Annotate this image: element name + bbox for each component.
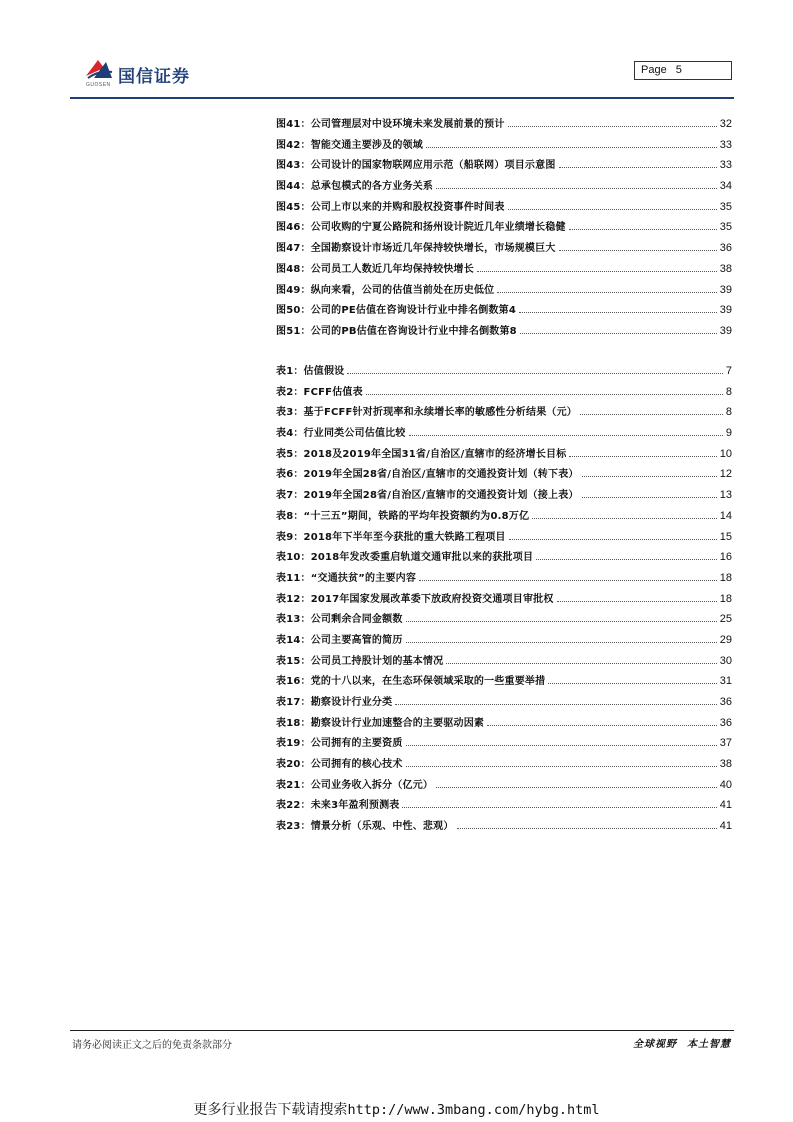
toc-leader xyxy=(569,222,717,230)
toc-entry-label: 表7：2019年全国28省/自治区/直辖市的交通投资计划（接上表） xyxy=(276,490,579,502)
toc-entry-page: 14 xyxy=(719,509,732,522)
toc-entry-page: 41 xyxy=(719,799,732,812)
toc-leader xyxy=(580,407,723,415)
toc-entry[interactable] xyxy=(276,507,732,528)
toc-entry-page: 37 xyxy=(719,737,732,750)
page-indicator xyxy=(634,61,732,80)
toc-entry[interactable] xyxy=(276,362,732,383)
toc-leader xyxy=(508,202,717,210)
toc-entry-label: 图50：公司的PE估值在咨询设计行业中排名倒数第4 xyxy=(276,305,517,317)
toc-entry-page: 38 xyxy=(719,758,732,771)
toc-entry-label: 表20：公司拥有的核心技术 xyxy=(276,759,403,771)
company-logo xyxy=(84,56,204,90)
toc-entry-page: 36 xyxy=(719,716,732,729)
footer-disclaimer: 请务必阅读正文之后的免责条款部分 xyxy=(72,1040,232,1051)
toc-leader xyxy=(406,738,717,746)
toc-entry[interactable] xyxy=(276,198,732,219)
toc-leader xyxy=(559,243,717,251)
toc-leader xyxy=(419,573,717,581)
toc-entry-page: 32 xyxy=(719,118,732,130)
toc-entry-page: 39 xyxy=(719,304,732,317)
promo-text: 更多行业报告下载请搜索 xyxy=(193,1102,348,1118)
toc-entry[interactable] xyxy=(276,610,732,631)
toc-entry[interactable] xyxy=(276,693,732,714)
toc-entry[interactable] xyxy=(276,115,732,136)
toc-entry-label: 表3：基于FCFF针对折现率和永续增长率的敏感性分析结果（元） xyxy=(276,407,577,419)
toc-entry-label: 表8：“十三五”期间，铁路的平均年投资额约为0.8万亿 xyxy=(276,510,530,522)
toc-leader xyxy=(559,160,717,168)
toc-leader xyxy=(519,305,717,313)
toc-entry-page: 18 xyxy=(719,571,732,584)
toc-entry-page: 18 xyxy=(719,592,732,605)
toc-entry[interactable] xyxy=(276,403,732,424)
figure-list xyxy=(276,115,732,343)
guosen-logo-icon xyxy=(84,56,114,82)
toc-entry-page: 31 xyxy=(719,675,732,688)
toc-entry[interactable] xyxy=(276,631,732,652)
toc-entry[interactable] xyxy=(276,569,732,590)
toc-leader xyxy=(477,264,717,272)
toc-entry[interactable] xyxy=(276,590,732,611)
toc-leader xyxy=(497,285,716,293)
toc-entry-page: 16 xyxy=(719,551,732,564)
toc-leader xyxy=(582,469,717,477)
toc-leader xyxy=(406,635,717,643)
toc-entry[interactable] xyxy=(276,548,732,569)
page-header xyxy=(0,0,793,100)
toc-leader xyxy=(347,366,723,374)
toc-entry-page: 12 xyxy=(719,468,732,481)
toc-entry-label: 图42：智能交通主要涉及的领域 xyxy=(276,139,423,151)
toc-leader xyxy=(520,326,717,334)
toc-entry-page: 39 xyxy=(719,283,732,296)
toc-entry-label: 表6：2019年全国28省/自治区/直辖市的交通投资计划（转下表） xyxy=(276,469,579,481)
toc-entry-page: 8 xyxy=(725,406,732,419)
toc-leader xyxy=(395,697,716,705)
footer-slogan xyxy=(623,1035,731,1050)
promo-url[interactable]: http://www.3mbang.com/hybg.html xyxy=(347,1102,600,1118)
toc-leader xyxy=(446,656,716,664)
toc-leader xyxy=(569,449,716,457)
footer-slogan-2: 本土智慧 xyxy=(687,1039,731,1050)
toc-entry-label: 表18：勘察设计行业加速整合的主要驱动因素 xyxy=(276,717,485,729)
toc-entry-label: 表10：2018年发改委重启轨道交通审批以来的获批项目 xyxy=(276,552,534,564)
toc-entry-label: 图51：公司的PB估值在咨询设计行业中排名倒数第8 xyxy=(276,325,517,337)
toc-entry[interactable] xyxy=(276,445,732,466)
toc-leader xyxy=(532,511,717,519)
toc-leader xyxy=(548,676,716,684)
toc-entry-page: 25 xyxy=(719,613,732,626)
toc-entry-label: 图41：公司管理层对中设环境未来发展前景的预计 xyxy=(276,119,505,130)
toc-entry-label: 表13：公司剩余合同金额数 xyxy=(276,614,403,626)
page-label: Page xyxy=(641,64,667,76)
toc-entry[interactable] xyxy=(276,734,732,755)
table-list xyxy=(276,362,732,838)
toc-leader xyxy=(436,181,717,189)
toc-entry-label: 表5：2018及2019年全国31省/自治区/直辖市的经济增长目标 xyxy=(276,448,567,460)
page-number: 5 xyxy=(675,64,682,76)
toc-entry-label: 图45：公司上市以来的并购和股权投资事件时间表 xyxy=(276,201,505,213)
toc-entry[interactable] xyxy=(276,652,732,673)
toc-leader xyxy=(366,387,723,395)
toc-leader xyxy=(557,594,717,602)
toc-entry-label: 图48：公司员工人数近几年均保持较快增长 xyxy=(276,263,474,275)
toc-entry[interactable] xyxy=(276,156,732,177)
toc-leader xyxy=(409,428,723,436)
toc-entry[interactable] xyxy=(276,486,732,507)
footer-slogan-1: 全球视野 xyxy=(633,1039,677,1050)
toc-entry[interactable] xyxy=(276,218,732,239)
toc-entry-page: 8 xyxy=(725,385,732,398)
toc-entry-label: 表21：公司业务收入拆分（亿元） xyxy=(276,779,434,791)
toc-leader xyxy=(508,119,717,127)
toc-entry-page: 7 xyxy=(725,365,732,377)
toc-entry[interactable] xyxy=(276,281,732,302)
toc-entry-page: 15 xyxy=(719,530,732,543)
toc-entry[interactable] xyxy=(276,672,732,693)
toc-leader xyxy=(457,821,717,829)
toc-entry-label: 表23：情景分析（乐观、中性、悲观） xyxy=(276,821,454,833)
toc-entry-page: 35 xyxy=(719,200,732,213)
toc-entry[interactable] xyxy=(276,177,732,198)
toc-entry-label: 图47：全国勘察设计市场近几年保持较快增长，市场规模巨大 xyxy=(276,243,556,255)
toc-entry[interactable] xyxy=(276,776,732,797)
toc-entry-page: 33 xyxy=(719,138,732,151)
toc-entry[interactable] xyxy=(276,322,732,343)
toc-entry-label: 表16：党的十八以来，在生态环保领域采取的一些重要举措 xyxy=(276,676,546,688)
toc-entry-page: 9 xyxy=(725,427,732,440)
toc-entry-page: 36 xyxy=(719,696,732,708)
toc-leader xyxy=(509,532,717,540)
toc-entry-label: 表1：估值假设 xyxy=(276,366,345,377)
toc-entry-page: 35 xyxy=(719,221,732,234)
toc-entry-label: 表12：2017年国家发展改革委下放政府投资交通项目审批权 xyxy=(276,593,554,605)
toc-entry[interactable] xyxy=(276,424,732,445)
toc-leader xyxy=(582,490,717,498)
toc-entry-label: 表15：公司员工持股计划的基本情况 xyxy=(276,655,444,667)
toc-entry-label: 表9：2018年下半年至今获批的重大铁路工程项目 xyxy=(276,531,506,543)
toc-leader xyxy=(436,780,717,788)
toc-leader xyxy=(426,140,717,148)
toc-entry-page: 13 xyxy=(719,489,732,502)
toc-leader xyxy=(406,759,717,767)
toc-entry[interactable] xyxy=(276,755,732,776)
download-promo xyxy=(0,1099,793,1119)
toc-entry-label: 表19：公司拥有的主要资质 xyxy=(276,738,403,750)
toc-entry-page: 34 xyxy=(719,180,732,193)
toc-entry-page: 29 xyxy=(719,633,732,646)
toc-entry[interactable] xyxy=(276,239,732,260)
toc-entry-label: 图46：公司收购的宁夏公路院和扬州设计院近几年业绩增长稳健 xyxy=(276,222,566,234)
toc-leader xyxy=(402,800,716,808)
toc-entry-page: 33 xyxy=(719,159,732,172)
toc-entry-label: 表4：行业同类公司估值比较 xyxy=(276,428,406,440)
toc-entry[interactable] xyxy=(276,465,732,486)
toc-entry-label: 表11：“交通扶贫”的主要内容 xyxy=(276,572,417,584)
toc-entry-page: 40 xyxy=(719,778,732,791)
toc-entry[interactable] xyxy=(276,301,732,322)
toc-entry[interactable] xyxy=(276,817,732,838)
toc-entry[interactable] xyxy=(276,136,732,157)
toc-entry[interactable] xyxy=(276,528,732,549)
toc-entry-label: 图44：总承包模式的各方业务关系 xyxy=(276,181,434,193)
toc-leader xyxy=(406,614,717,622)
toc-entry-page: 30 xyxy=(719,654,732,667)
toc-entry-page: 39 xyxy=(719,324,732,337)
footer-divider xyxy=(70,1030,734,1031)
toc-leader xyxy=(536,552,717,560)
toc-leader xyxy=(487,718,717,726)
toc-entry-page: 38 xyxy=(719,262,732,275)
toc-entry-page: 41 xyxy=(719,820,732,833)
toc-entry-label: 图49：纵向来看，公司的估值当前处在历史低位 xyxy=(276,284,495,296)
toc-entry-label: 表22：未来3年盈利预测表 xyxy=(276,800,400,812)
logo-subtext: GUOSEN xyxy=(86,82,111,88)
toc-entry-label: 图43：公司设计的国家物联网应用示范（船联网）项目示意图 xyxy=(276,160,556,172)
toc-entry-page: 36 xyxy=(719,242,732,255)
toc-entry-page: 10 xyxy=(719,447,732,460)
toc-entry-label: 表2：FCFF估值表 xyxy=(276,386,363,398)
toc-entry-label: 表17：勘察设计行业分类 xyxy=(276,697,393,708)
toc-entry[interactable] xyxy=(276,383,732,404)
toc-entry[interactable] xyxy=(276,714,732,735)
logo-text: 国信证券 xyxy=(118,67,190,87)
toc-entry[interactable] xyxy=(276,260,732,281)
header-divider xyxy=(70,97,734,99)
toc-entry[interactable] xyxy=(276,796,732,817)
toc-entry-label: 表14：公司主要高管的简历 xyxy=(276,634,403,646)
